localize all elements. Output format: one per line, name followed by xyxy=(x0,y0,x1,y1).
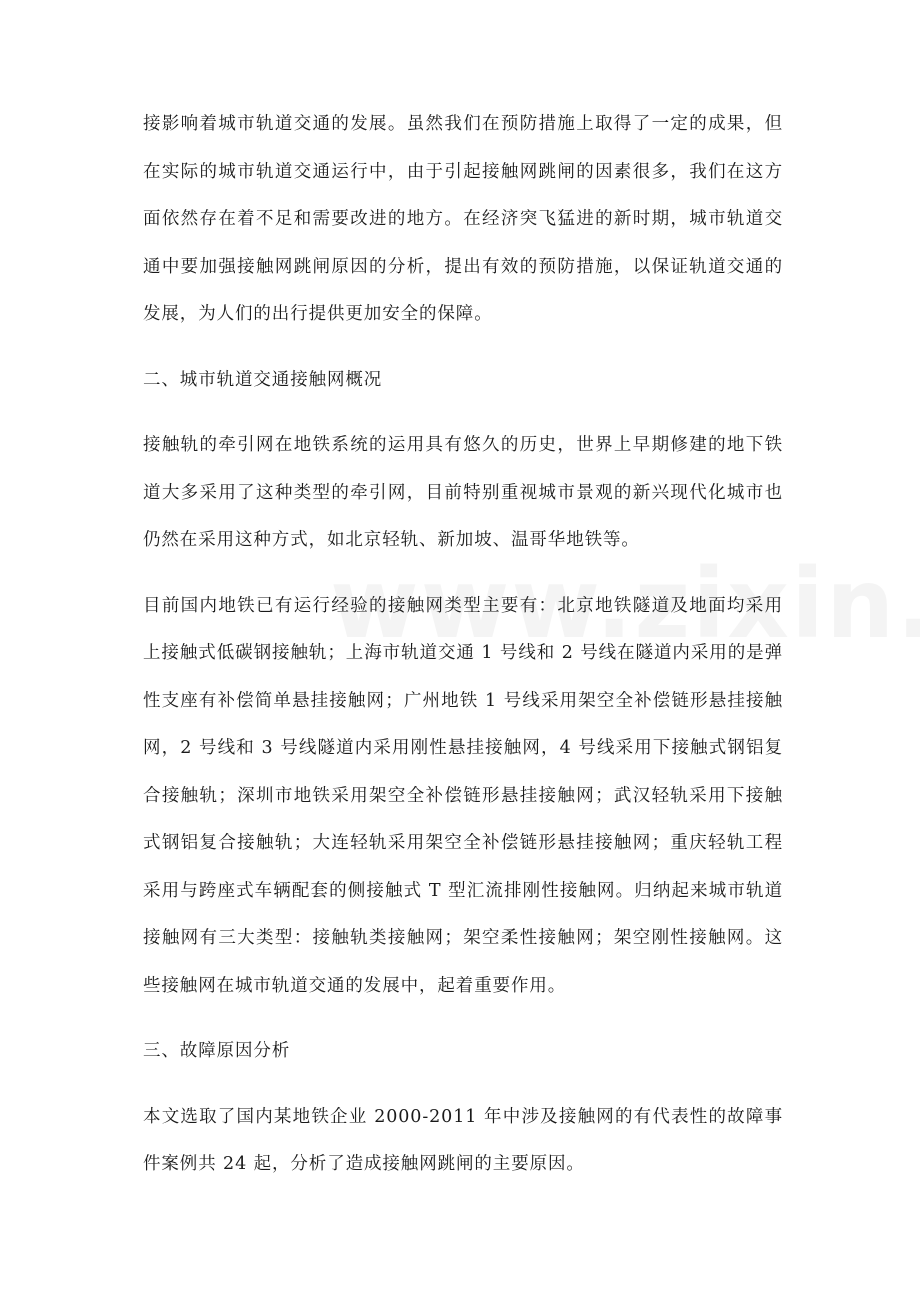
document-body xyxy=(143,101,783,1207)
paragraph-intro-continued: 接影响着城市轨道交通的发展。虽然我们在预防措施上取得了一定的成果，但在实际的城市轨道交通运行中，由于引起接触网跳闸的因素很多，我们在这方面依然存在着不足和需要改进的地方。在经济突飞猛进的新时期，城市轨道交通中要加强接触网跳闸原因的分析，提出有效的预防措施，以保证轨道交通的发展，为人们的出行提供更加安全的保障。 xyxy=(143,114,783,324)
paragraph-case-selection: 本文选取了国内某地铁企业 2000-2011 年中涉及接触网的有代表性的故障事件案例共 24 起，分析了造成接触网跳闸的主要原因。 xyxy=(143,1106,783,1174)
section-heading-fault-analysis: 三、故障原因分析 xyxy=(143,1041,291,1061)
section-heading-overview: 二、城市轨道交通接触网概况 xyxy=(143,369,383,390)
paragraph-contact-rail-history: 接触轨的牵引网在地铁系统的运用具有悠久的历史，世界上早期修建的地下铁道大多采用了这种类型的牵引网，目前特别重视城市景观的新兴现代化城市也仍然在采用这种方式，如北京轻轨、新加坡、温哥华地铁等。 xyxy=(143,435,783,550)
paragraph-domestic-types: 目前国内地铁已有运行经验的接触网类型主要有：北京地铁隧道及地面均采用上接触式低碳钢接触轨；上海市轨道交通 1 号线和 2 号线在隧道内采用的是弹性支座有补偿简单悬挂接触网；广州地铁 1 号线采用架空全补偿链形悬挂接触网，2 号线和 3 号线隧道内采用刚性悬挂接触网，4 号线采用下接触式钢铝复合接触轨；深圳市地铁采用架空全补偿链形悬挂接触网；武汉轻轨采用下接触式钢铝复合接触轨；大连轻轨采用架空全补偿链形悬挂接触网；重庆轻轨工程采用与跨座式车辆配套的侧接触式 T 型汇流排刚性接触网。归纳起来城市轨道接触网有三大类型：接触轨类接触网；架空柔性接触网；架空刚性接触网。这些接触网在城市轨道交通的发展中，起着重要作用。 xyxy=(143,595,783,996)
